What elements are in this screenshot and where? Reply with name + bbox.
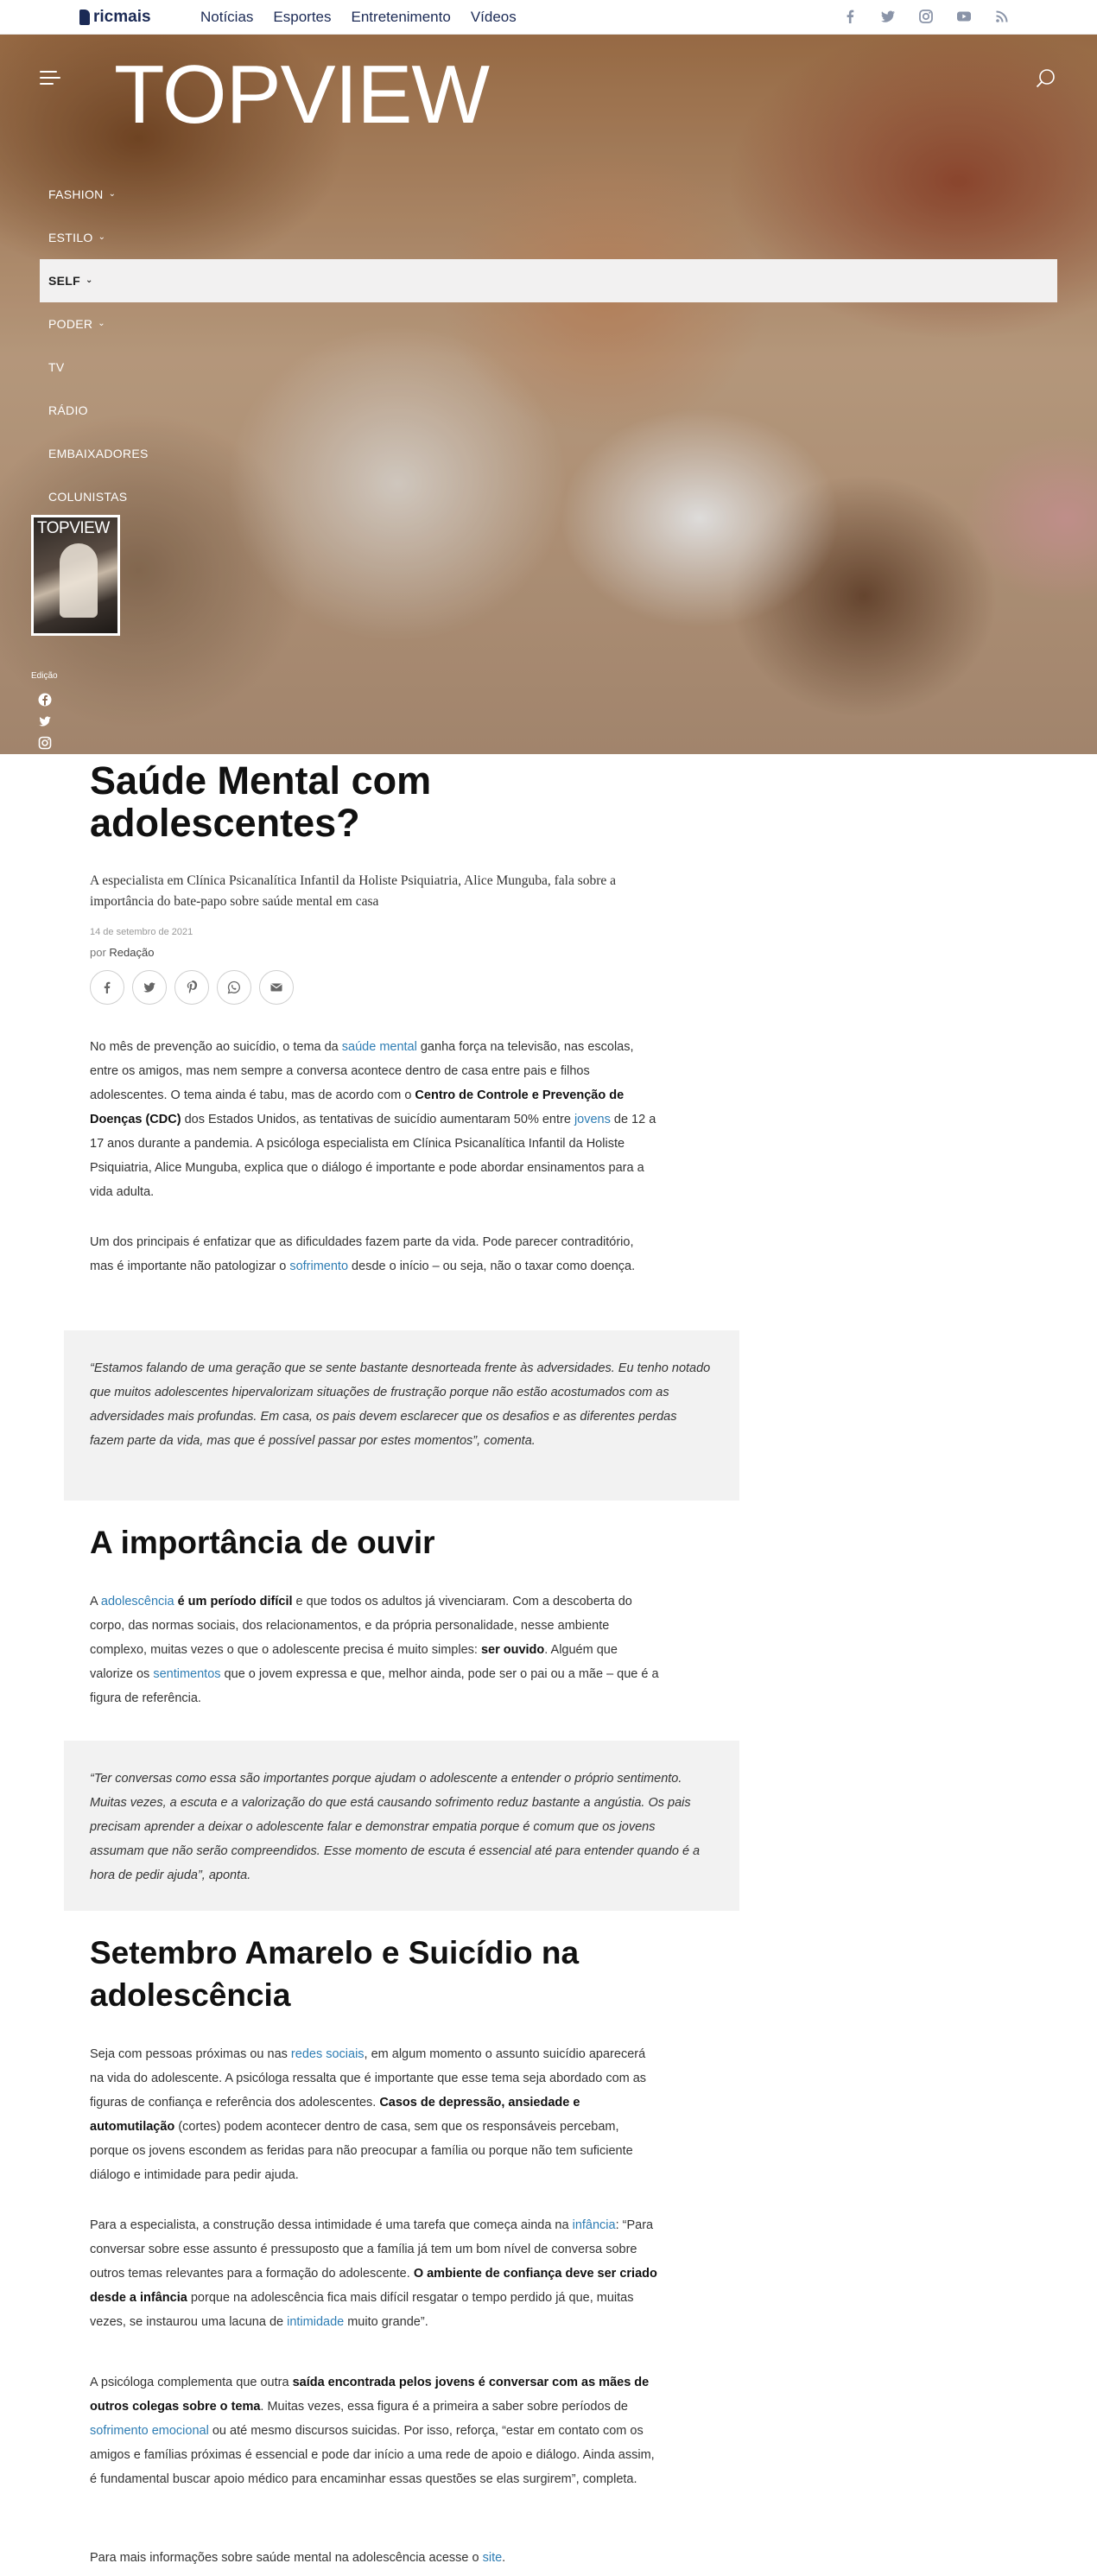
top-nav-noticias[interactable]: Notícias	[200, 9, 254, 25]
share-whatsapp-button[interactable]	[217, 970, 251, 1005]
link-sofrimento-emocional[interactable]: sofrimento emocional	[90, 2424, 209, 2438]
menu-item-tv[interactable]	[40, 346, 1057, 389]
magazine-cover-figure	[60, 543, 98, 618]
author-link[interactable]: Redação	[109, 946, 155, 959]
article-byline	[90, 946, 154, 959]
menu-item-fashion[interactable]	[40, 173, 1057, 216]
menu-item-colunistas[interactable]	[40, 475, 1057, 518]
instagram-icon[interactable]	[917, 8, 935, 25]
menu-item-estilo[interactable]	[40, 216, 1057, 259]
share-facebook-button[interactable]	[90, 970, 124, 1005]
article-title: Saúde Mental com adolescentes?	[90, 758, 432, 845]
menu-item-label: PODER	[48, 317, 93, 331]
pinterest-icon	[185, 980, 199, 994]
facebook-icon[interactable]	[38, 693, 52, 707]
hero-banner	[0, 35, 1097, 754]
menu-item-label: RÁDIO	[48, 403, 88, 417]
article-date: 14 de setembro de 2021	[90, 927, 193, 937]
instagram-icon[interactable]	[38, 736, 52, 750]
rss-icon[interactable]	[993, 8, 1011, 25]
twitter-icon	[143, 980, 156, 994]
search-icon[interactable]	[1035, 67, 1057, 90]
menu-item-radio[interactable]	[40, 389, 1057, 432]
paragraph-4: Seja com pessoas próximas ou nas redes sociais, em algum momento o assunto suicídio aparecerá na vida do adolescente. A psicóloga ressalta que é importante que esse tema seja abordado com as figuras de confiança e referência dos adolescentes. Casos de depressão, ansiedade e automutilação (cortes) podem acontecer dentro de casa, sem que os responsáveis percebam, porque os jovens escondem as feridas para não preocupar a família ou porque não tem suficiente diálogo e intimidade para pedir ajuda.	[90, 2047, 647, 2182]
menu-item-poder[interactable]	[40, 302, 1057, 346]
ricmais-logo[interactable]	[79, 8, 151, 27]
share-email-button[interactable]	[259, 970, 294, 1005]
link-infancia[interactable]: infância	[572, 2218, 616, 2232]
link-redes-sociais[interactable]: redes sociais	[290, 2047, 365, 2061]
section-heading-setembro-amarelo: Setembro Amarelo e Suicídio na adolescência	[90, 1935, 580, 2013]
menu-item-label: EMBAIXADORES	[48, 447, 149, 460]
top-nav-entretenimento[interactable]: Entretenimento	[351, 9, 451, 25]
link-sofrimento[interactable]: sofrimento	[289, 1259, 349, 1273]
ricmais-logo-text: ricmais	[93, 8, 151, 26]
menu-item-self[interactable]	[40, 259, 1057, 302]
share-pinterest-button[interactable]	[174, 970, 209, 1005]
twitter-icon[interactable]	[879, 8, 897, 25]
magazine-cover[interactable]	[31, 515, 120, 636]
link-adolescencia[interactable]: adolescência	[100, 1595, 174, 1608]
menu-item-label: TV	[48, 360, 65, 374]
byline-prefix: por	[90, 946, 106, 959]
blockquote-2-text: “Ter conversas como essa são importantes porque ajudam o adolescente a entender o próprio sentimento. Muitas vezes, a escuta e a valorização do que está causando sofrimento reduz bastante a angústia. Os pais precisam aprender a deixar o adolescente falar e demonstrar empatia porque é comum que os jovens assumam que não serão compreendidos. Esse momento de escuta é essencial até para entender quando é a hora de pedir ajuda”, aponta.	[90, 1772, 701, 1882]
ricmais-logo-mark	[79, 10, 90, 25]
top-bar	[0, 0, 1097, 35]
menu-item-label: ESTILO	[48, 231, 93, 244]
main-menu	[40, 173, 1057, 518]
link-jovens[interactable]: jovens	[574, 1113, 611, 1126]
blockquote-1-text: “Estamos falando de uma geração que se sente bastante desnorteada frente às adversidades. Eu tenho notado que muitos adolescentes hipervalorizam situações de frustração porque não estão acostumados com as adversidades mais profundas. Em casa, os pais devem esclarecer que os desafios e as diferentes perdas fazem parte da vida, mas que é possível passar por estes momentos”, comenta.	[90, 1361, 711, 1448]
blockquote-1	[64, 1330, 739, 1501]
menu-item-label: SELF	[48, 274, 80, 288]
link-saude-mental[interactable]: saúde mental	[341, 1040, 417, 1054]
paragraph-3: A adolescência é um período difícil e que todos os adultos já vivenciaram. Com a descoberta do corpo, das normas sociais, dos relacionamentos, e da própria personalidade, nesse ambiente complexo, muitas vezes o que o adolescente precisa é muito simples: ser ouvido. Alguém que valorize os sentimentos que o jovem expressa e que, melhor ainda, pode ser o pai ou a mãe – que é a figura de referência.	[90, 1595, 659, 1705]
chevron-down-icon: ⌄	[85, 275, 93, 285]
link-site[interactable]: site	[482, 2551, 503, 2565]
facebook-icon	[100, 980, 114, 994]
menu-icon[interactable]	[40, 69, 60, 86]
link-sentimentos[interactable]: sentimentos	[153, 1667, 221, 1681]
whatsapp-icon	[227, 980, 241, 994]
section-heading-importancia-de-ouvir: A importância de ouvir	[90, 1525, 435, 1560]
edition-label: Edição	[31, 671, 58, 681]
side-social-links	[38, 693, 52, 754]
youtube-icon[interactable]	[955, 8, 973, 25]
facebook-icon[interactable]	[841, 8, 859, 25]
menu-item-embaixadores[interactable]	[40, 432, 1057, 475]
email-icon	[269, 980, 283, 994]
paragraph-1: No mês de prevenção ao suicídio, o tema da saúde mental ganha força na televisão, nas escolas, entre os amigos, mas nem sempre a conversa acontece dentro de casa entre pais e filhos adolescentes. O tema ainda é tabu, mas de acordo com o Centro de Controle e Prevenção de Doenças (CDC) dos Estados Unidos, as tentativas de suicídio aumentaram 50% entre jovens de 12 a 17 anos durante a pandemia. A psicóloga especialista em Clínica Psicanalítica Infantil da Holiste Psiquiatria, Alice Munguba, explica que o diálogo é importante e pode abordar ensinamentos para a vida adulta.	[90, 1040, 656, 1199]
paragraph-5: Para a especialista, a construção dessa intimidade é uma tarefa que começa ainda na infância: “Para conversar sobre esse assunto é pressuposto que a família já tem um bom nível de conversa sobre outros temas relevantes para a formação do adolescente. O ambiente de confiança deve ser criado desde a infância porque na adolescência fica mais difícil resgatar o tempo perdido já que, muitas vezes, se instaurou uma lacuna de intimidade muito grande”.	[90, 2218, 657, 2329]
article-subtitle: A especialista em Clínica Psicanalítica Infantil da Holiste Psiquiatria, Alice Munguba, fala sobre a importância do bate-papo sobre saúde mental em casa	[90, 873, 617, 909]
top-nav-esportes[interactable]: Esportes	[273, 9, 332, 25]
menu-item-label: FASHION	[48, 187, 104, 201]
magazine-cover-title: TOPVIEW	[37, 519, 110, 537]
share-twitter-button[interactable]	[132, 970, 167, 1005]
paragraph-6: A psicóloga complementa que outra saída encontrada pelos jovens é conversar com as mães de outros colegas sobre o tema. Muitas vezes, essa figura é a primeira a saber sobre períodos de sofrimento emocional ou até mesmo discursos suicidas. Por isso, reforça, “estar em contato com os amigos e famílias próximas é essencial e pode dar início a uma rede de apoio e diálogo. Ainda assim, é fundamental buscar apoio médico para encaminhar essas questões se elas surgirem”, completa.	[90, 2376, 655, 2486]
menu-item-label: COLUNISTAS	[48, 490, 128, 504]
paragraph-2: Um dos principais é enfatizar que as dificuldades fazem parte da vida. Pode parecer contraditório, mas é importante não patologizar o sofrimento desde o início – ou seja, não o taxar como doença.	[90, 1235, 636, 1273]
top-nav-videos[interactable]: Vídeos	[470, 9, 517, 25]
topview-logo[interactable]: TOPVIEW	[114, 48, 489, 141]
share-buttons	[90, 970, 294, 1005]
chevron-down-icon: ⌄	[108, 188, 117, 199]
link-intimidade[interactable]: intimidade	[287, 2315, 345, 2329]
blockquote-2	[64, 1741, 739, 1911]
chevron-down-icon: ⌄	[98, 318, 105, 328]
twitter-icon[interactable]	[38, 714, 52, 728]
top-nav	[200, 9, 517, 26]
paragraph-7: Para mais informações sobre saúde mental na adolescência acesse o site.	[90, 2551, 506, 2565]
chevron-down-icon: ⌄	[98, 232, 106, 242]
top-social-links	[841, 8, 1011, 25]
